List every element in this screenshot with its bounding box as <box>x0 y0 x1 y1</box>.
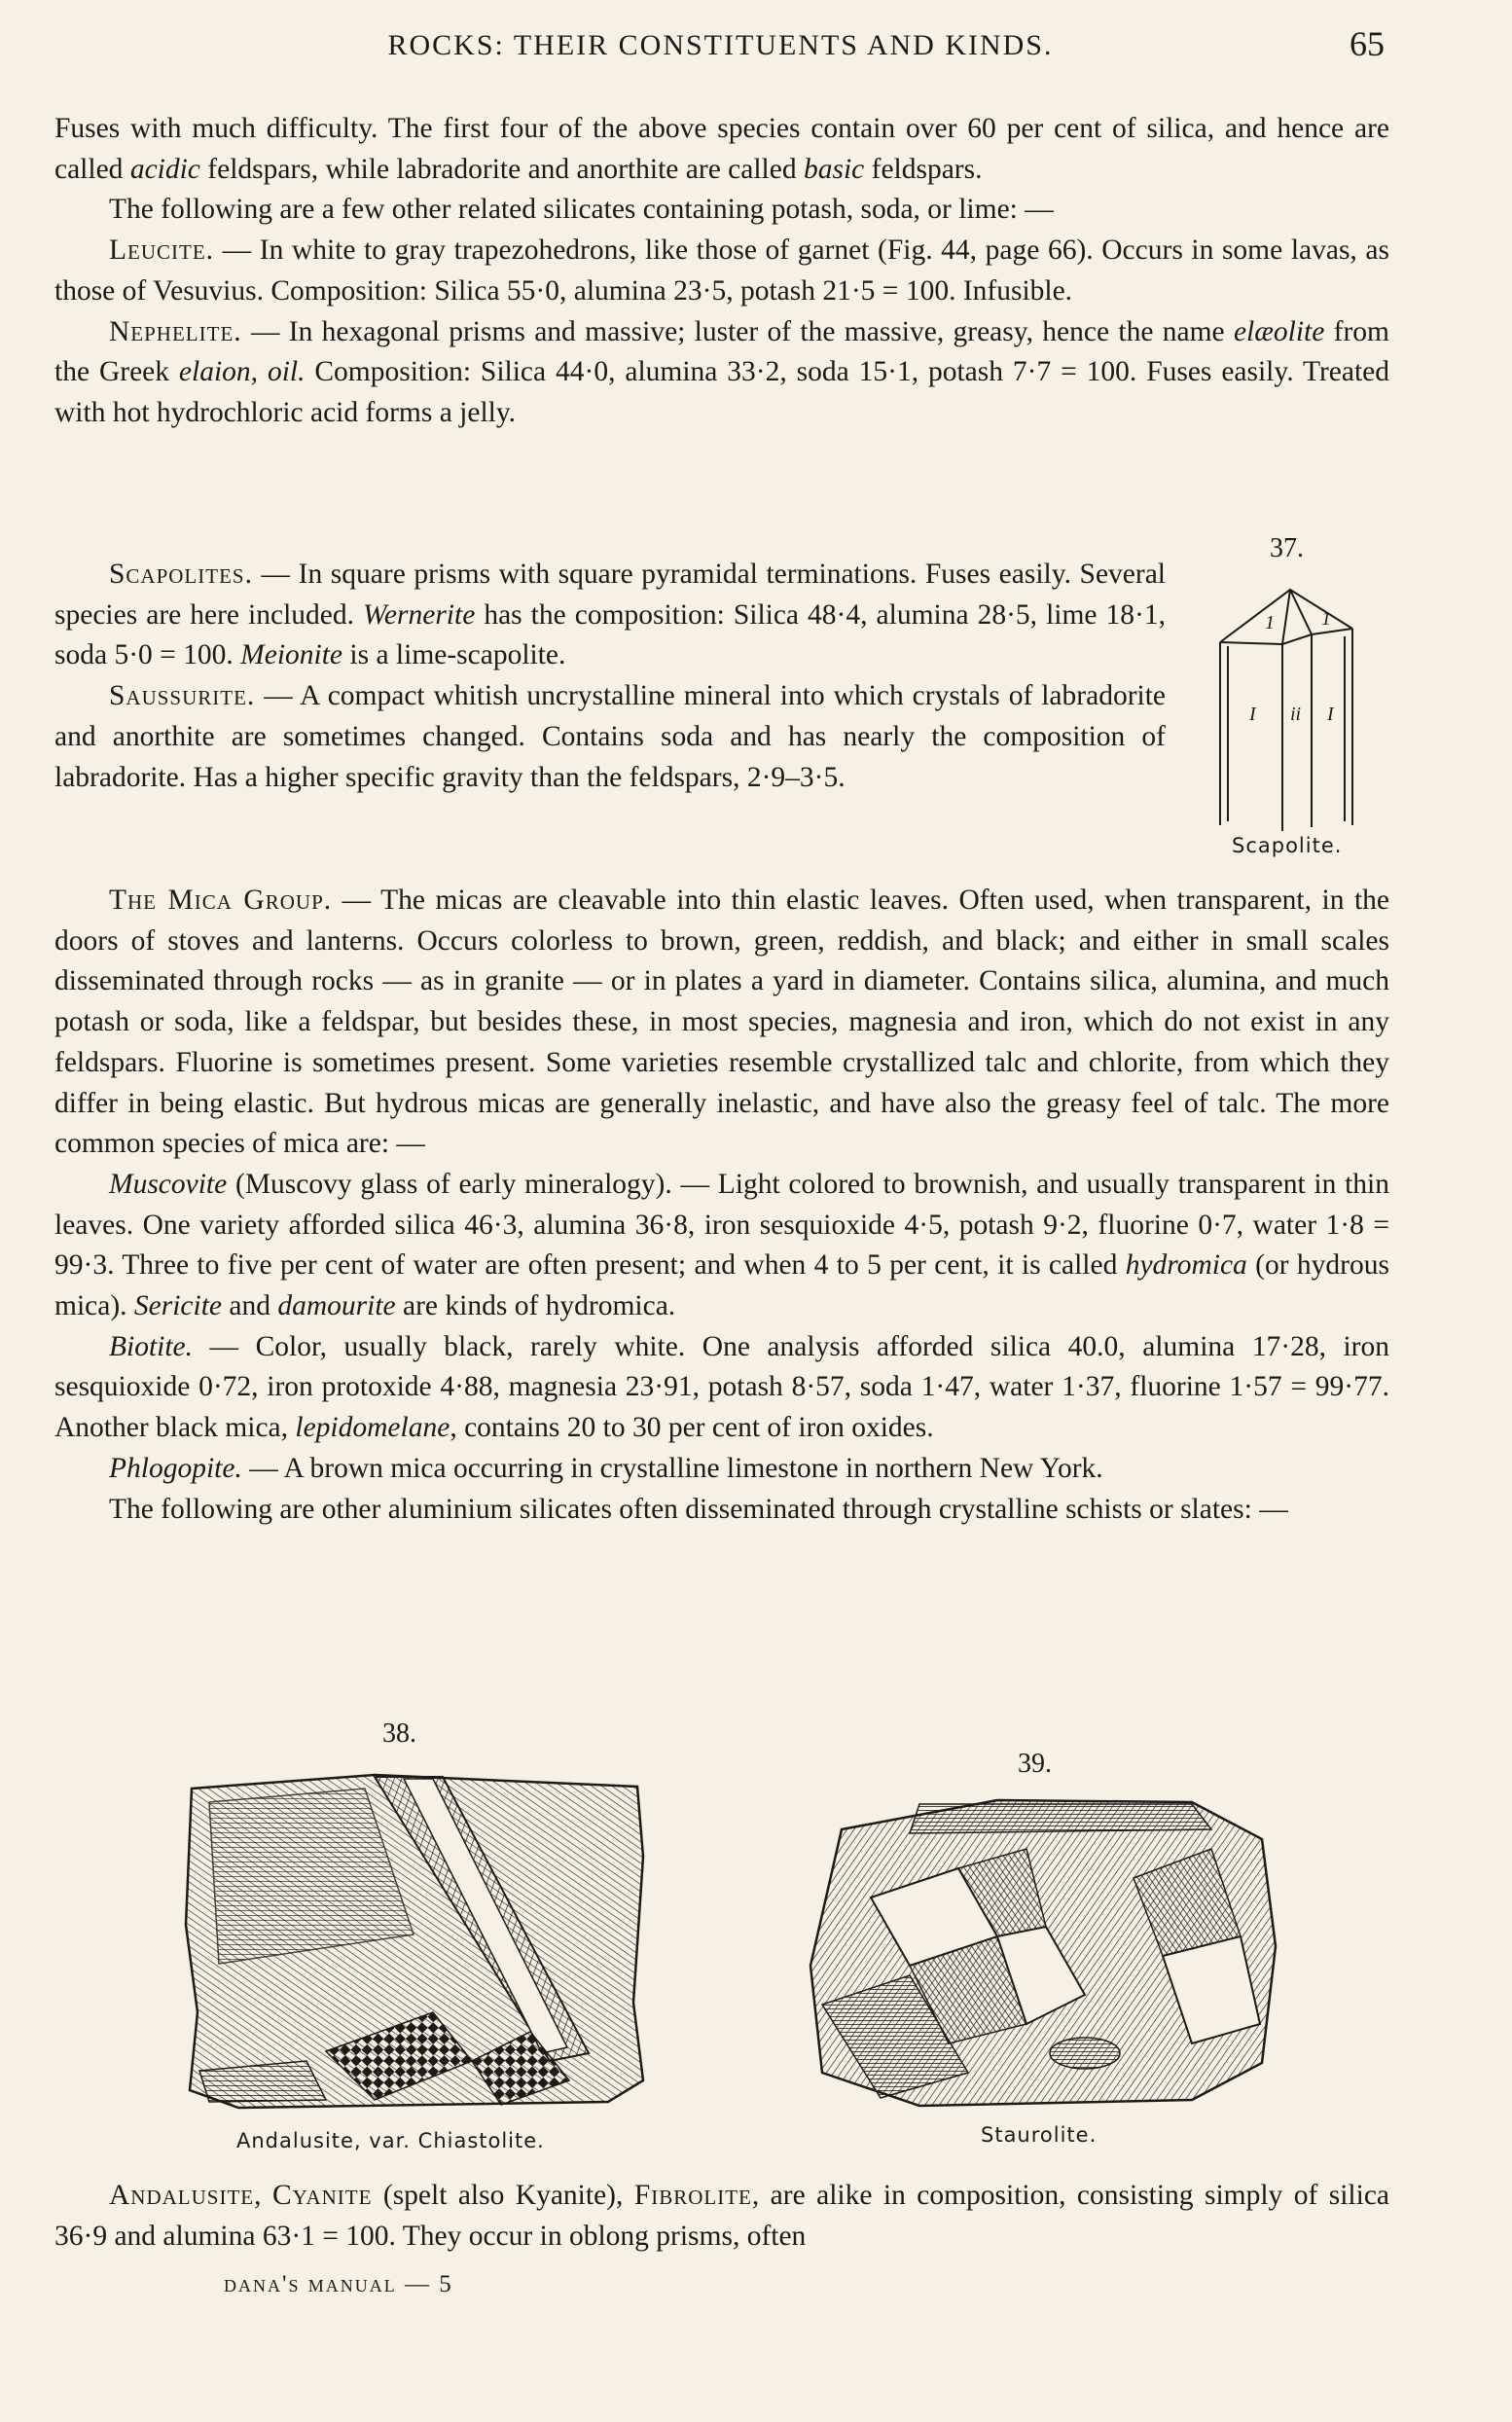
term-muscovite: Muscovite <box>109 1168 228 1200</box>
scapolite-crystal-drawing <box>1214 582 1360 835</box>
paragraph-scapolites: Scapolites. — In square prisms with square pyramidal terminations. Fuses easily. Several species are here included. Wernerite has the composition: Silica 48·4, alumina 28·5, lime 18·1, soda 5·0 = 100. Meionite is a lime-scapolite. <box>54 559 1166 671</box>
figure-caption: Staurolite. <box>981 2123 1098 2147</box>
term-scapolites: Scapolites. <box>109 559 253 590</box>
face-label: ii <box>1290 704 1302 725</box>
term-cyanite: Cyanite <box>271 2180 373 2211</box>
paragraph-mica-group: The Mica Group. — The micas are cleavable into thin elastic leaves. Often used, when transparent, in the doors of stoves and lanterns. Occurs colorless to brown, green, reddish, and black; and either in small scales disseminated through rocks — as in granite — or in plates a yard in diameter. Contains silica, alumina, and much potash or soda, like a feldspar, but besides these, in most species, magnesia and iron, which do not exist in any feldspars. Fluorine is sometimes present. Some varieties resemble crystallized talc and chlorite, from which they differ in being elastic. But hydrous micas are generally inelastic, and have also the greasy feel of talc. The more common species of mica are: — <box>54 885 1389 1160</box>
face-label: 1 <box>1265 612 1275 633</box>
chiastolite-drawing <box>180 1769 647 2117</box>
figure-number: 37. <box>1270 533 1304 563</box>
term-nephelite: Nephelite. <box>109 315 242 347</box>
face-label: 1 <box>1321 608 1331 630</box>
running-title: ROCKS: THEIR CONSTITUENTS AND KINDS. <box>387 29 1054 61</box>
text-block-top <box>54 109 1389 434</box>
text-block-micas <box>54 881 1389 1530</box>
term-andalusite: Andalusite <box>109 2180 255 2211</box>
paragraph-leucite: Leucite. — In white to gray trapezohedrons, like those of garnet (Fig. 44, page 66). Occurs in some lavas, as those of Vesuvius. Composition: Silica 55·0, alumina 23·5, potash 21·5 = 100. Infusible. <box>54 235 1389 307</box>
paragraph-saussurite: Saussurite. — A compact whitish uncrystalline mineral into which crystals of labradorite and anorthite are sometimes changed. Contains soda and has nearly the composition of labradorite. Has a higher specific gravity than the feldspars, 2·9–3·5. <box>54 680 1166 793</box>
page-number: 65 <box>1350 24 1385 63</box>
face-label: I <box>1249 704 1256 725</box>
paragraph-biotite: Biotite. — Color, usually black, rarely white. One analysis afforded silica 40.0, alumina 17·28, iron sesquioxide 0·72, iron protoxide 4·88, magnesia 23·91, potash 8·57, soda 1·47, water 1·37, fluorine 1·57 = 99·77. Another black mica, lepidomelane, contains 20 to 30 per cent of iron oxides. <box>54 1330 1389 1444</box>
staurolite-drawing <box>803 1790 1279 2112</box>
running-head <box>56 23 1385 66</box>
term-leucite: Leucite. <box>109 235 215 267</box>
text-block-scapolite <box>54 555 1166 798</box>
face-label: I <box>1327 704 1334 725</box>
term-saussurite: Saussurite. <box>109 680 256 712</box>
signature-mark: dana's manual — 5 <box>224 2271 453 2297</box>
paragraph-feldspars: Fuses with much difficulty. The first four of the above species contain over 60 per cent of silica, and hence are called acidic feldspars, while labradorite and anorthite are called basic feldspars. <box>54 113 1389 185</box>
paragraph-muscovite: Muscovite (Muscovy glass of early mineralogy). — Light colored to brownish, and usually transparent in thin leaves. One variety afforded silica 46·3, alumina 36·8, iron sesquioxide 4·5, potash 9·2, fluorine 0·7, water 1·8 = 99·3. Three to five per cent of water are often present; and when 4 to 5 per cent, it is called hydromica (or hydrous mica). Sericite and damourite are kinds of hydromica. <box>54 1168 1389 1322</box>
term-phlogopite: Phlogopite. <box>109 1452 242 1484</box>
term-mica-group: The Mica Group. <box>109 885 333 916</box>
paragraph-aluminium-silicates: The following are other aluminium silicates often disseminated through crystalline schists or slates: — <box>109 1493 1288 1525</box>
figure-caption: Scapolite. <box>1232 834 1343 857</box>
paragraph-phlogopite: Phlogopite. — A brown mica occurring in crystalline limestone in northern New York. <box>109 1452 1103 1484</box>
paragraph-andalusite: Andalusite, Cyanite (spelt also Kyanite), Fibrolite, are alike in composition, consisting simply of silica 36·9 and alumina 63·1 = 100. They occur in oblong prisms, often <box>54 2180 1390 2252</box>
paragraph-related-silicates: The following are a few other related silicates containing potash, soda, or lime: — <box>109 194 1054 226</box>
figure-caption: Andalusite, var. Chiastolite. <box>236 2129 545 2152</box>
figure-number: 39. <box>1018 1749 1052 1779</box>
figure-number: 38. <box>382 1718 416 1749</box>
term-biotite: Biotite. <box>109 1330 194 1362</box>
text-block-andalusite <box>54 2176 1389 2257</box>
term-fibrolite: Fibrolite <box>633 2180 752 2211</box>
paragraph-nephelite: Nephelite. — In hexagonal prisms and massive; luster of the massive, greasy, hence the name elæolite from the Greek elaion, oil. Composition: Silica 44·0, alumina 33·2, soda 15·1, potash 7·7 = 100. Fuses easily. Treated with hot hydrochloric acid forms a jelly. <box>54 315 1390 428</box>
